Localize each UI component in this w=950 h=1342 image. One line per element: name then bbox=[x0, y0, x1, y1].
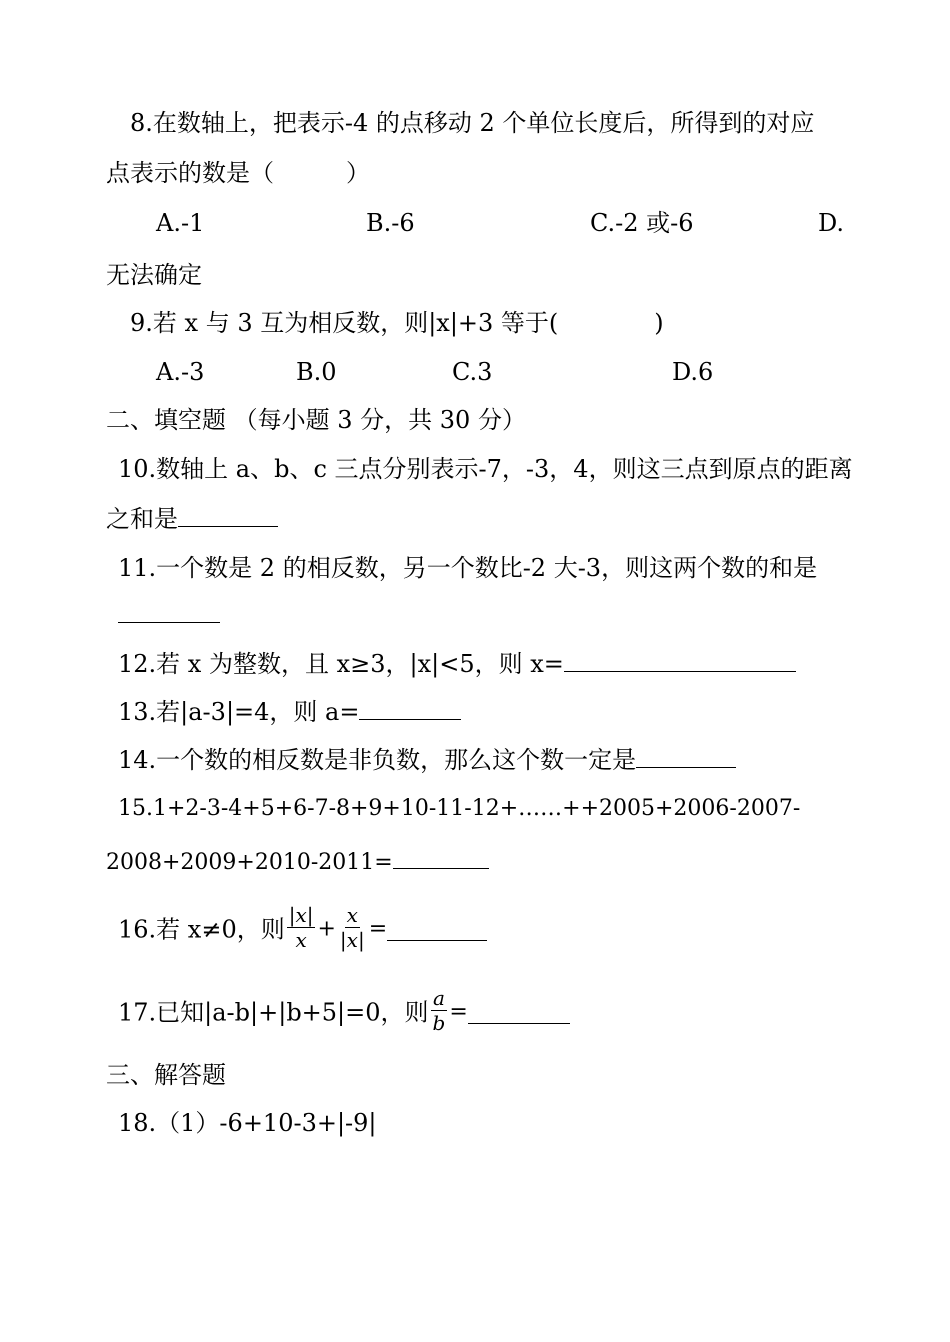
q16-fraction-1 bbox=[287, 903, 316, 952]
q16-prefix: 16.若 x≠0，则 bbox=[118, 915, 285, 944]
q17-fraction-numerator: a bbox=[432, 986, 445, 1010]
section-3-heading: 三、解答题 bbox=[106, 1061, 226, 1089]
q10-line2 bbox=[106, 504, 278, 534]
q12-answer-blank[interactable] bbox=[564, 649, 796, 672]
q9-option-d: D.6 bbox=[672, 358, 714, 386]
q18-line: 18.（1）-6+10-3+|-9| bbox=[118, 1109, 377, 1137]
q9-option-c: C.3 bbox=[452, 358, 493, 386]
q9-option-b: B.0 bbox=[296, 358, 337, 386]
q16-fraction-2-denominator: |x| bbox=[339, 928, 365, 952]
q14-line bbox=[118, 745, 736, 775]
q16-fraction-2 bbox=[338, 903, 367, 952]
q11-answer-line bbox=[118, 600, 220, 630]
q17-prefix: 17.已知|a-b|+|b+5|=0，则 bbox=[118, 998, 429, 1027]
q14-answer-blank[interactable] bbox=[636, 745, 736, 768]
q16-fraction-2-numerator: x bbox=[346, 903, 358, 927]
q16-equals: = bbox=[368, 916, 388, 942]
q15-line2-text: 2008+2009+2010-2011= bbox=[106, 850, 393, 875]
q17-fraction bbox=[431, 986, 448, 1035]
q17-equals: = bbox=[449, 999, 468, 1025]
q16-answer-blank[interactable] bbox=[387, 918, 487, 941]
q15-line1: 15.1+2-3-4+5+6-7-8+9+10-11-12+……++2005+2006-2007- bbox=[118, 796, 801, 821]
q15-line2 bbox=[106, 846, 489, 878]
q9-stem: 9.若 x 与 3 互为相反数，则|x|+3 等于( ) bbox=[130, 309, 664, 337]
section-2-heading: 二、填空题 （每小题 3 分，共 30 分） bbox=[106, 406, 526, 434]
q12-text: 12.若 x 为整数，且 x≥3，|x|<5，则 x= bbox=[118, 650, 564, 678]
q14-text: 14.一个数的相反数是非负数，那么这个数一定是 bbox=[118, 746, 637, 774]
q10-line2-text: 之和是 bbox=[106, 505, 178, 533]
q8-option-b: B.-6 bbox=[366, 209, 415, 237]
q17-answer-blank[interactable] bbox=[468, 1001, 570, 1024]
q9-option-a: A.-3 bbox=[156, 358, 205, 386]
q15-answer-blank[interactable] bbox=[393, 846, 489, 869]
q17-line bbox=[118, 988, 570, 1037]
q16-fraction-1-denominator: x bbox=[295, 928, 307, 952]
q8-option-c: C.-2 或-6 bbox=[590, 209, 694, 237]
q10-line1: 10.数轴上 a、b、c 三点分别表示-7，-3，4，则这三点到原点的距离 bbox=[118, 455, 853, 483]
q16-plus: + bbox=[317, 916, 336, 942]
q11-answer-blank[interactable] bbox=[118, 600, 220, 623]
q8-line1: 8.在数轴上，把表示-4 的点移动 2 个单位长度后，所得到的对应 bbox=[130, 109, 815, 137]
q16-fraction-1-numerator: |x| bbox=[288, 903, 314, 927]
q10-answer-blank[interactable] bbox=[178, 504, 278, 527]
q11-line1: 11.一个数是 2 的相反数，另一个数比-2 大-3，则这两个数的和是 bbox=[118, 554, 818, 582]
q13-line bbox=[118, 697, 461, 727]
q8-option-d-continued: 无法确定 bbox=[106, 261, 202, 289]
q13-answer-blank[interactable] bbox=[359, 697, 461, 720]
q8-option-a: A.-1 bbox=[156, 209, 205, 237]
q12-line bbox=[118, 649, 796, 679]
q13-text: 13.若|a-3|=4，则 a= bbox=[118, 698, 360, 726]
q8-option-d: D. bbox=[818, 209, 845, 237]
q17-fraction-denominator: b bbox=[432, 1011, 446, 1035]
q8-line2: 点表示的数是（ ） bbox=[106, 159, 370, 187]
q16-line bbox=[118, 905, 487, 954]
